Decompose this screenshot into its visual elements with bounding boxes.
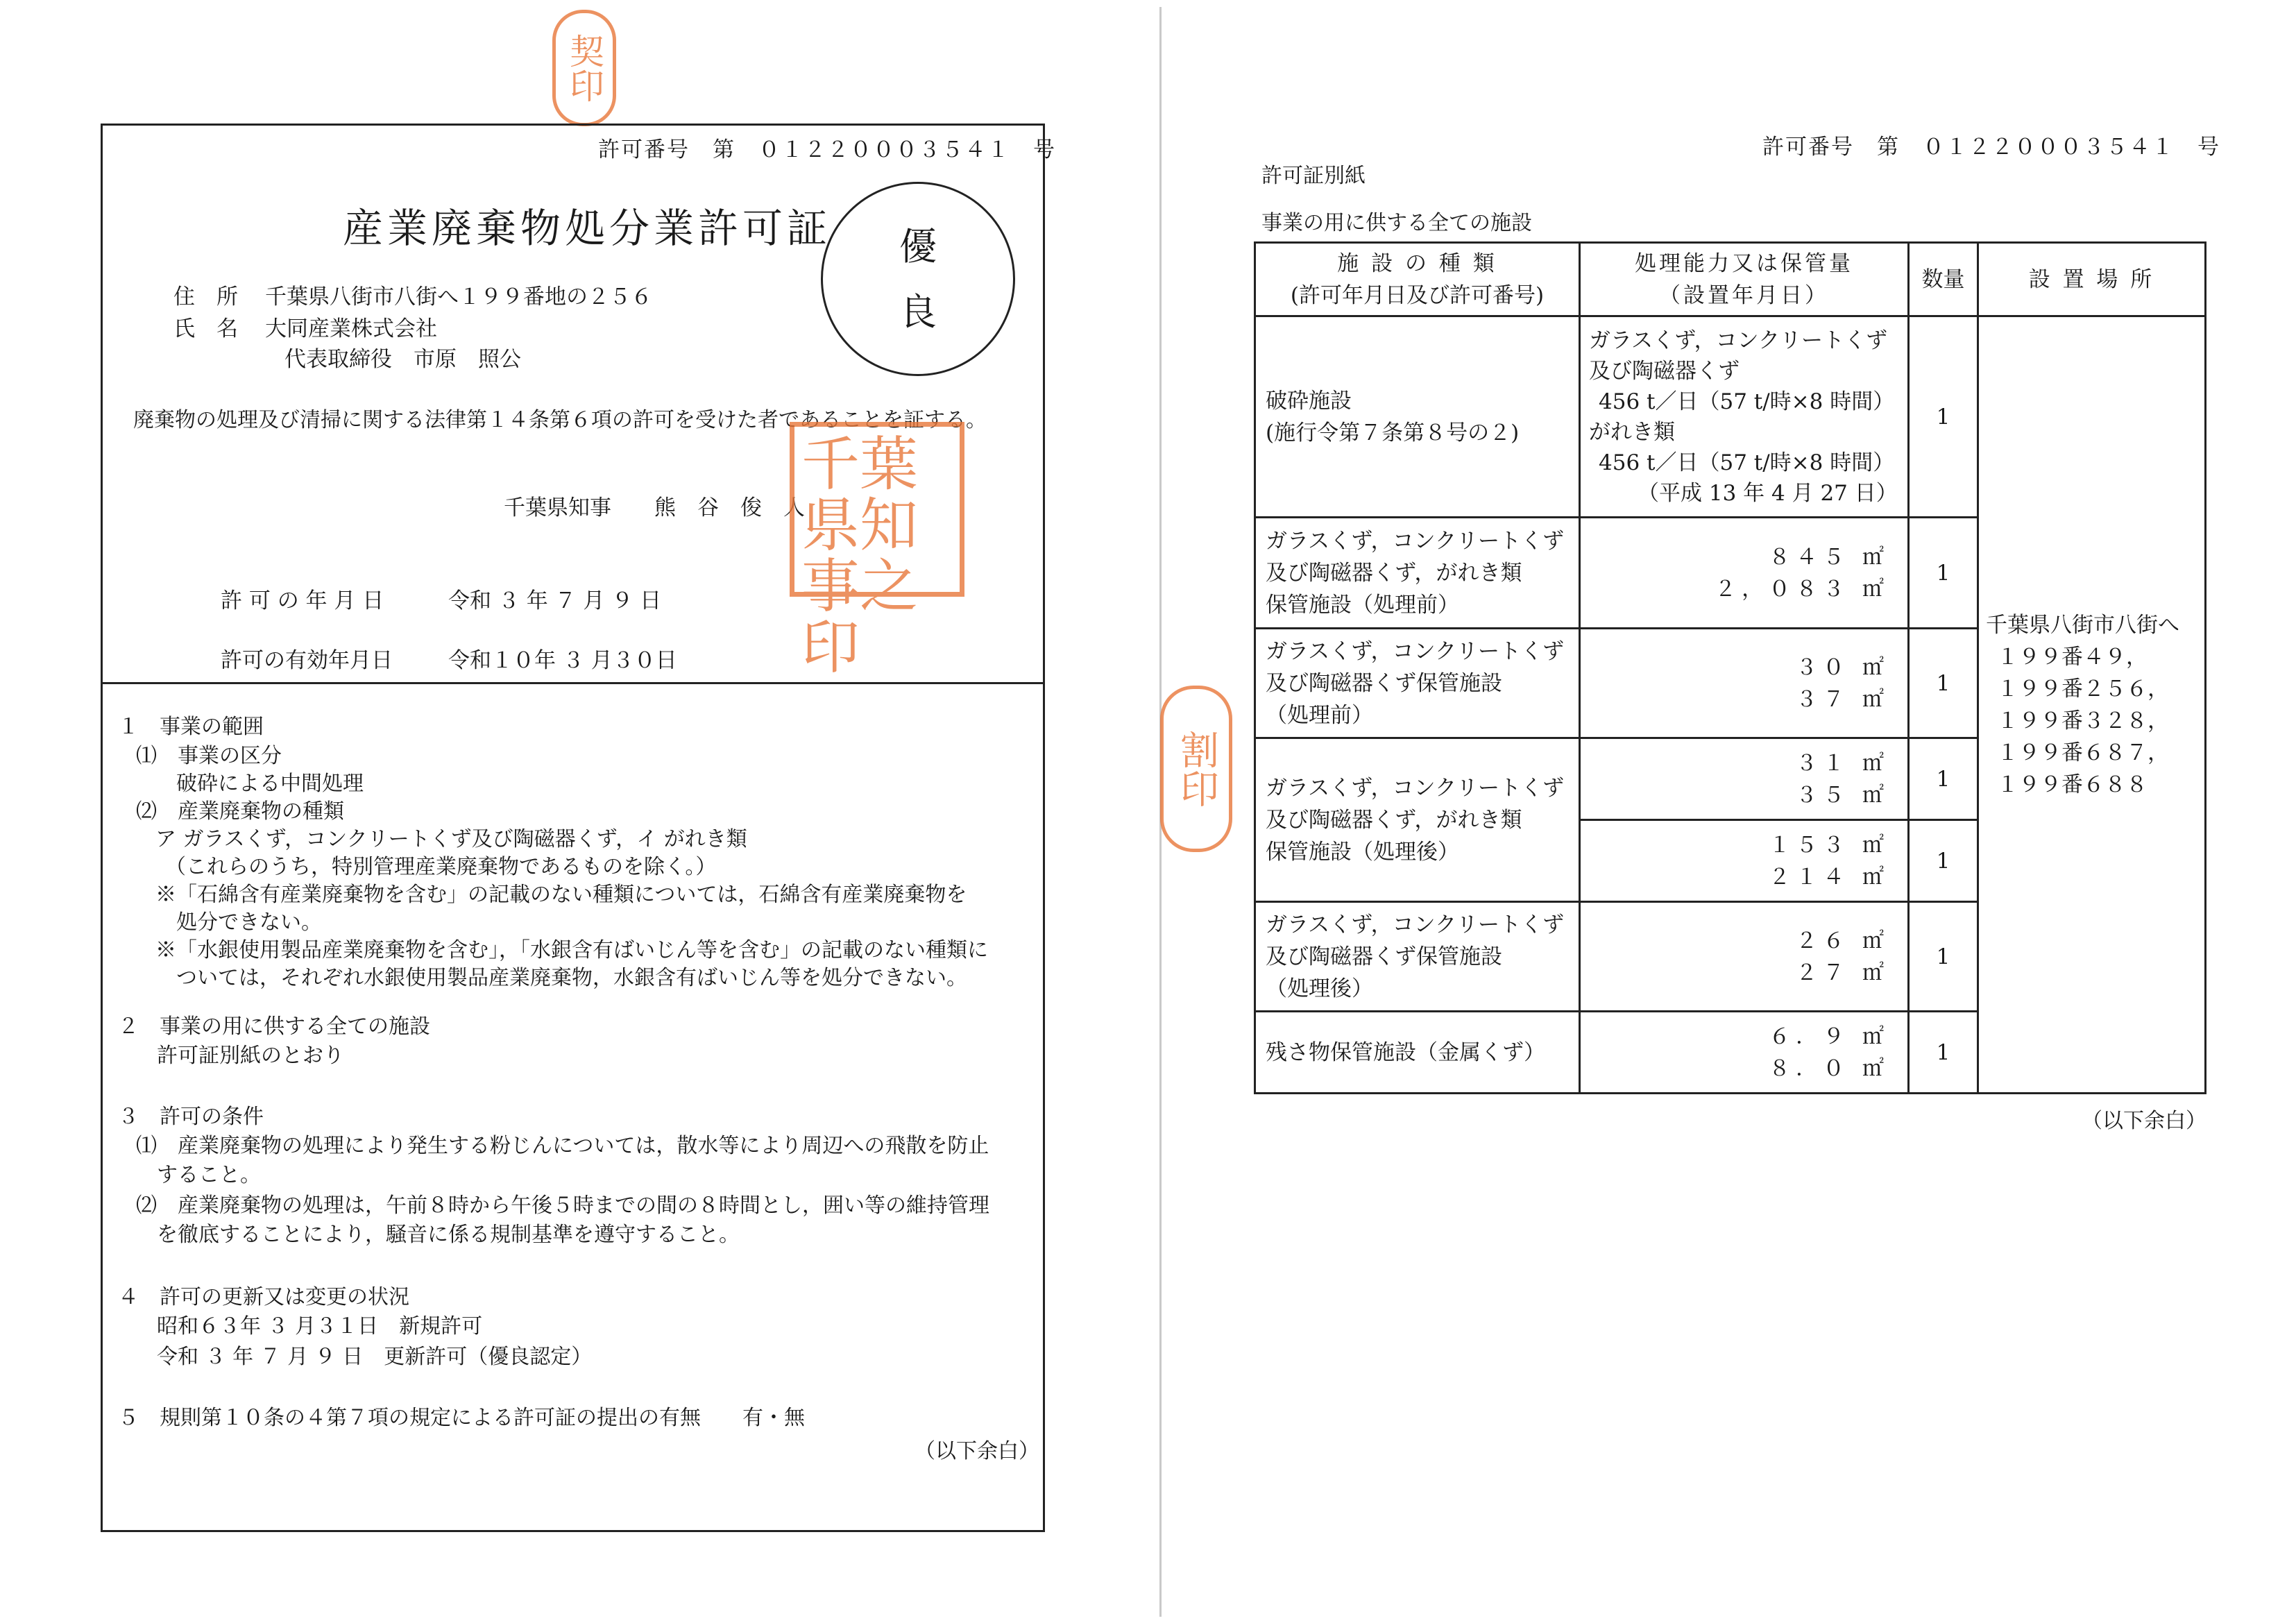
condition-line: ４ 許可の更新又は変更の状況 [118,1285,409,1309]
schedule-heading: 許可証別紙 [1261,164,1366,188]
condition-line: ２ 事業の用に供する全ての施設 [118,1014,430,1039]
condition-line: １ 事業の範囲 [118,715,264,739]
capacity-cell: ３１ ㎡ ３５ ㎡ [1580,738,1909,820]
facility-type-cell: ガラスくず，コンクリートくず 及び陶磁器くず保管施設 （処理後） [1255,902,1580,1012]
governor-seal: 千葉県知事之印 [790,422,964,597]
quantity-cell: 1 [1909,902,1978,1012]
certificate-title: 産業廃棄物処分業許可証 [343,205,832,252]
condition-line: 許可証別紙のとおり [157,1044,344,1068]
excellent-operator-mark [821,182,1015,376]
condition-line: （これらのうち，特別管理産業廃棄物であるものを除く。） [165,855,717,879]
excellent-char-1: 優 [899,225,937,269]
permit-date-label: 許 可 の 年 月 日 [221,588,384,613]
representative: 代表取締役 市原 照公 [284,347,521,372]
quantity-cell: 1 [1909,738,1978,820]
remainder-note: （以下余白） [915,1439,1039,1463]
header-capacity: 処理能力又は保管量 （設置年月日） [1580,243,1909,316]
condition-line: すること。 [157,1163,261,1187]
capacity-cell: ８４５ ㎡ ２，０８３ ㎡ [1580,518,1909,629]
facility-type-cell: 残さ物保管施設（金属くず） [1255,1012,1580,1094]
valid-until-label: 許可の有効年月日 [221,648,393,673]
company-name: 大同産業株式会社 [265,316,437,341]
capacity-cell: １５３ ㎡ ２１４ ㎡ [1580,820,1909,902]
header-quantity: 数量 [1909,243,1978,316]
schedule-permit-number: 許可番号 第 ０１２２０００３５４１ 号 [1762,135,2220,160]
condition-line: ⑴ 事業の区分 [136,744,282,768]
issuer: 千葉県知事 熊 谷 俊 人 [504,495,805,520]
capacity-cell: ２６ ㎡ ２７ ㎡ [1580,902,1909,1012]
condition-line: ついては，それぞれ水銀使用製品産業廃棄物，水銀含有ばいじん等を処分できない。 [176,966,967,990]
condition-line: ⑵ 産業廃棄物の処理は，午前８時から午後５時までの間の８時間とし，囲い等の維持管理 [136,1193,989,1218]
facility-type-cell: 破砕施設 (施行令第７条第８号の２) [1255,316,1580,518]
facility-table [1254,241,2206,1094]
quantity-cell: 1 [1909,629,1978,738]
excellent-char-2: 良 [899,290,937,334]
condition-line: ５ 規則第１０条の４第７項の規定による許可証の提出の有無 有・無 [118,1406,805,1430]
condition-line: ３ 許可の条件 [118,1105,264,1129]
name-label: 氏 名 [173,316,238,341]
capacity-cell: ガラスくず，コンクリートくず 及び陶磁器くず 456 t／日（57 t/時×8 時間） がれき類 456 t／日（57 t/時×8 時間） （平成 13 年 4 月 27 日） [1580,316,1909,518]
valid-until-date: 令和１０年 ３ 月３０日 [448,648,677,673]
address-label: 住 所 [173,284,238,309]
quantity-cell: 1 [1909,518,1978,629]
quantity-cell: 1 [1909,820,1978,902]
table-row [1255,316,2206,518]
condition-line: 破砕による中間処理 [176,772,364,796]
top-margin-seal: 契印 [552,10,616,126]
page-join-seal: 割印 [1160,686,1232,852]
capacity-cell: ６．９ ㎡ ８．０ ㎡ [1580,1012,1909,1094]
condition-line: ⑵ 産業廃棄物の種類 [136,799,344,824]
table-header-row [1255,243,2206,316]
header-facility-type: 施 設 の 種 類 (許可年月日及び許可番号) [1255,243,1580,316]
address-value: 千葉県八街市八街へ１９９番地の２５６ [265,284,652,309]
permit-date: 令和 ３ 年 ７ 月 ９ 日 [448,588,662,613]
certification-statement: 廃棄物の処理及び清掃に関する法律第１４条第６項の許可を受けた者であることを証する。 [133,408,987,432]
condition-line: 処分できない。 [176,910,322,935]
facility-type-cell: ガラスくず，コンクリートくず 及び陶磁器くず，がれき類 保管施設（処理前） [1255,518,1580,629]
quantity-cell: 1 [1909,316,1978,518]
condition-line: 令和 ３ 年 ７ 月 ９ 日 更新許可（優良認定） [157,1345,593,1369]
facility-type-cell: ガラスくず，コンクリートくず 及び陶磁器くず保管施設 （処理前） [1255,629,1580,738]
header-location: 設 置 場 所 [1978,243,2206,316]
condition-line: ア ガラスくず，コンクリートくず及び陶磁器くず，イ がれき類 [155,827,747,851]
schedule-subheading: 事業の用に供する全ての施設 [1261,211,1532,235]
condition-line: ※「石綿含有産業廃棄物を含む」の記載のない種類については，石綿含有産業廃棄物を [155,883,967,907]
permit-number: 許可番号 第 ０１２２０００３５４１ 号 [598,137,1056,162]
condition-line: を徹底することにより，騒音に係る規制基準を遵守すること。 [157,1223,740,1247]
capacity-cell: ３０ ㎡ ３７ ㎡ [1580,629,1909,738]
facility-type-cell: ガラスくず，コンクリートくず 及び陶磁器くず，がれき類 保管施設（処理後） [1255,738,1580,902]
condition-line: ※「水銀使用製品産業廃棄物を含む」，「水銀含有ばいじん等を含む」の記載のない種類に [155,938,988,962]
condition-line: ⑴ 産業廃棄物の処理により発生する粉じんについては，散水等により周辺への飛散を防止 [136,1134,989,1158]
location-cell: 千葉県八街市八街へ １９９番４９， １９９番２５６， １９９番３２８， １９９番６８７， １９９番６８８ [1978,316,2206,1094]
condition-line: 昭和６３年 ３ 月３１日 新規許可 [157,1314,483,1339]
schedule-remainder-note: （以下余白） [2082,1109,2206,1133]
quantity-cell: 1 [1909,1012,1978,1094]
